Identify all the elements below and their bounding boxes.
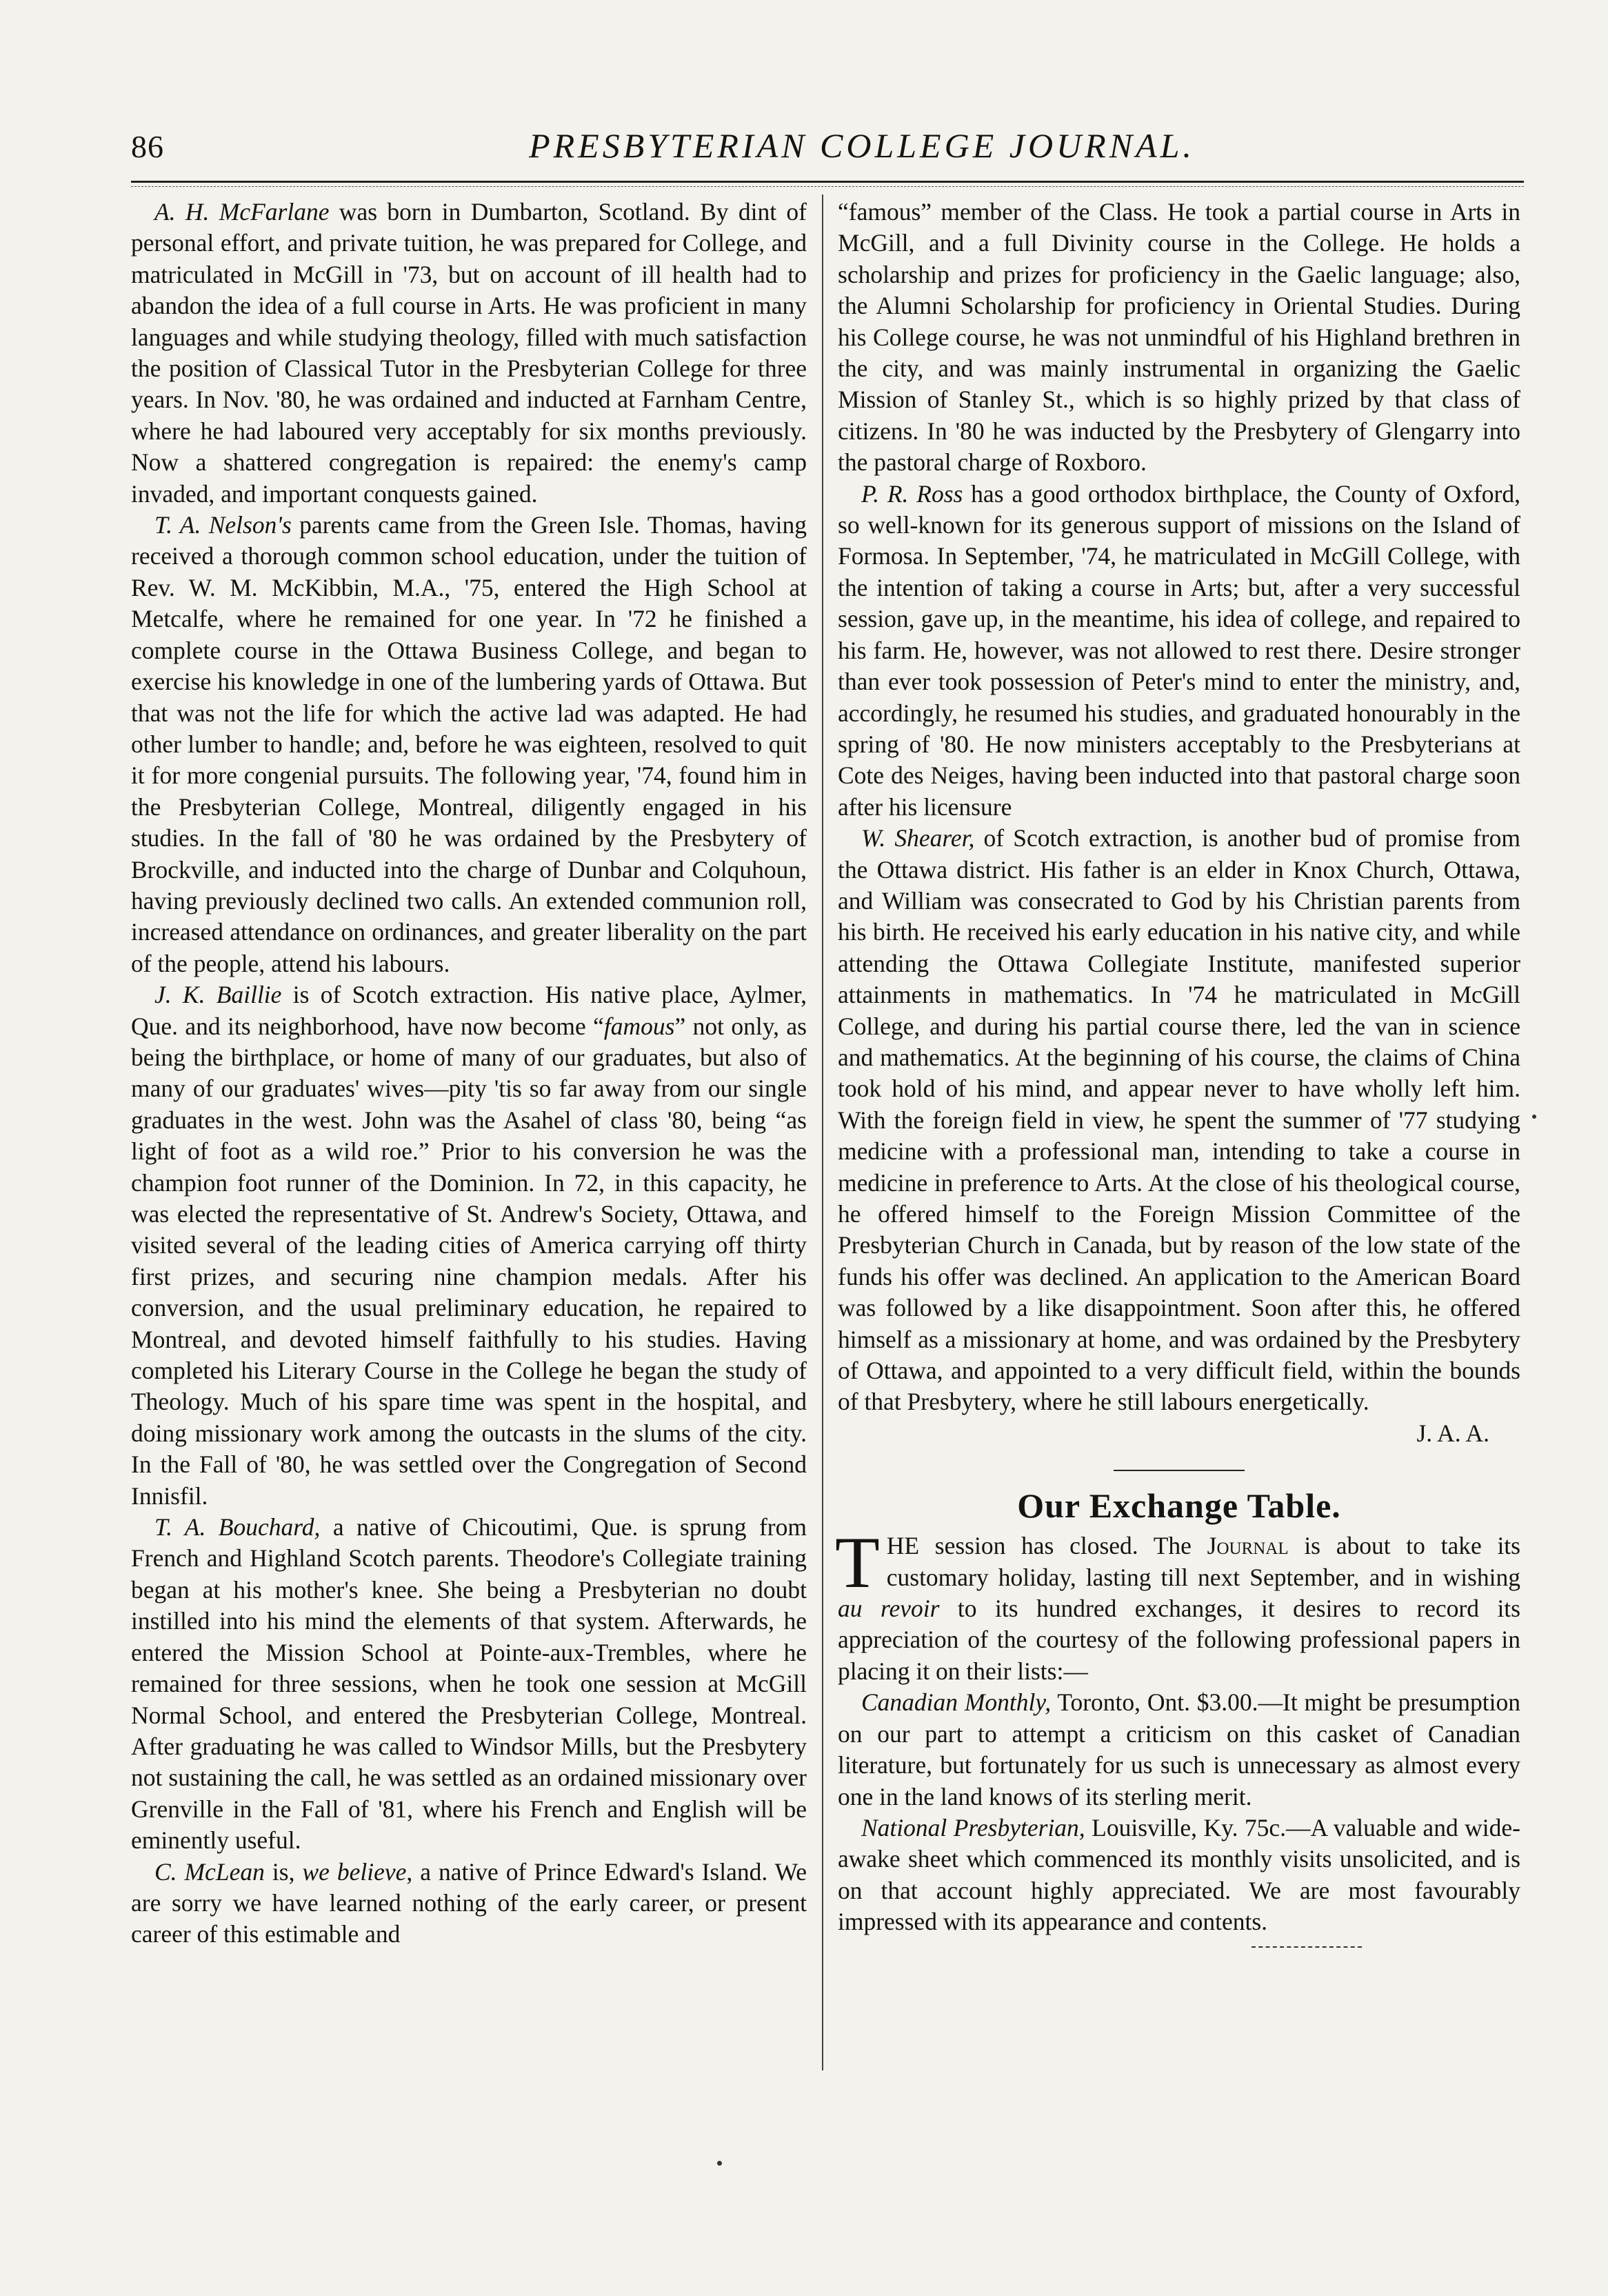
bio-name: C. McLean — [154, 1857, 265, 1886]
bio-shearer — [838, 823, 1520, 1418]
bio-name: A. H. McFarlane — [154, 198, 330, 226]
journal-smallcaps: Journal — [1207, 1532, 1289, 1560]
paper-name: National Presbyterian, — [861, 1813, 1085, 1841]
exchange-canadian-monthly — [838, 1687, 1520, 1813]
section-title: Our Exchange Table. — [1017, 1486, 1341, 1526]
bio-name: W. Shearer, — [861, 824, 975, 852]
bio-bouchard — [131, 1512, 807, 1856]
bio-text: ” not only, as being the birthplace, or home of many of our graduates, but also of many of our graduates' wives—pity 'tis so far away from our single graduates in the west. John was the Asahel of class '80, being “as light of foot as a wild roe.” Prior to his conversion he was the champion foot runner of the Dominion. In 72, in this capacity, he was elected the representative of St. Andrew's Society, Ottawa, and visited several of the leading cities of America carrying off thirty first prizes, and securing nine champion medals. After his conversion, and the usual preliminary education, he repaired to Montreal, and devoted himself faithfully to his studies. Having completed his Literary Course in the College he began the study of Theology. Much of his spare time was spent in the hospital, and doing missionary work among the outcasts in the slums of the city. In the Fall of '80, he was settled over the Congregation of Second Innisfil. — [131, 1012, 807, 1510]
exchange-intro — [835, 1522, 1520, 1687]
end-flourish — [1252, 1946, 1362, 1948]
bio-ross — [838, 479, 1520, 823]
print-speck — [1532, 1115, 1536, 1119]
bio-text: of Scotch extraction, is another bud of promise from the Ottawa district. His father is an elder in Knox Church, Ottawa, and William was consecrated to God by his Christian parents from his birth. He received his early education in his native city, and while attending the Ottawa Collegiate Institute, manifested superior attainments in mathematics. In '74 he matriculated in McGill College, and during his partial course there, led the van in science and mathematics. At the beginning of his course, the claims of China took hold of his mind, and appear never to have wholly left him. With the foreign field in view, he spent the summer of '77 studying medicine with a professional man, intending to take a course in medicine in preference to Arts. At the close of his theological course, he offered himself to the Foreign Mission Committee of the Presbyterian Church in Canada, but by reason of the low state of the funds his offer was declined. An application to the American Board was followed by a like disappointment. Soon after this, he offered himself as a missionary at home, and was ordained by the Presbytery of Ottawa, and appointed to a very difficult field, within the bounds of that Presbytery, where he still labours energetically. — [838, 824, 1520, 1416]
famous-italic: famous — [603, 1012, 675, 1040]
bio-text: is, — [264, 1857, 303, 1886]
bio-mclean-continued: “famous” member of the Class. He took a partial course in Arts in McGill, and a full Divinity course in the College. He holds a scholarship and prizes for proficiency in the Gaelic language; also, the Alumni Scholarship for proficiency in Oriental Studies. During his College course, he was not unmindful of his Highland brethren in the city, and was mainly instrumental in organizing the Gaelic Mission of Stanley St., which is so highly prized by that class of citizens. In '80 he was inducted by the Presbytery of Glengarry into the pastoral charge of Roxboro. — [838, 198, 1520, 477]
print-speck — [717, 2161, 722, 2166]
page-number: 86 — [131, 129, 164, 164]
bio-text: was born in Dumbarton, Scotland. By dint of personal effort, and private tuition, he was prepared for College, and matriculated in McGill in '73, but on account of ill health had to abandon the idea of a full course in Arts. He was proficient in many languages and while studying theology, filled with much satisfaction the position of Classical Tutor in the Presbyterian College for three years. In Nov. '80, he was ordained and inducted at Farnham Centre, where he had laboured very acceptably for six months previously. Now a shattered congregation is repaired: the enemy's camp invaded, and important conquests gained. — [131, 198, 807, 508]
header-rule-dashed — [131, 186, 1524, 187]
intro-text: HE session has closed. The — [886, 1532, 1207, 1560]
paper-text: Louisville, Ky. 75c.—A valuable and wide-awake sheet which commenced its monthly visits unsolicited, and is on that account highly appreciated. We are most favourably impressed with its appearance and contents. — [838, 1813, 1520, 1936]
exchange-national-presbyterian — [838, 1813, 1520, 1938]
section-rule — [1114, 1470, 1245, 1471]
left-column — [131, 197, 807, 1950]
bio-name: J. K. Baillie — [154, 981, 282, 1009]
bio-name: P. R. Ross — [861, 479, 963, 508]
intro-text: is about to take its customary holiday, lasting till next September, and in wishing — [886, 1532, 1520, 1591]
intro-text: to its hundred exchanges, it desires to record its appreciation of the courtesy of the following professional papers in placing it on their lists:— — [838, 1595, 1520, 1685]
signature: J. A. A. — [1416, 1419, 1489, 1447]
bio-text: parents came from the Green Isle. Thomas, having received a thorough common school education, under the tuition of Rev. W. M. McKibbin, M.A., '75, entered the High School at Metcalfe, where he remained for one year. In '72 he finished a complete course in the Ottawa Business College, and began to exercise his knowledge in one of the lumbering yards of Ottawa. But that was not the life for which the active lad was adapted. He had other lumber to handle; and, before he was eighteen, resolved to quit it for more congenial pursuits. The following year, '74, found him in the Presbyterian College, Montreal, diligently engaged in his studies. In the fall of '80 he was ordained by the Presbytery of Brockville, and inducted into the charge of Dunbar and Colquhoun, having previously declined two calls. An extended communion roll, increased attendance on ordinances, and greater liberality on the part of the people, attend his labours. — [131, 511, 807, 977]
paper-text: Toronto, Ont. $3.00.—It might be presumption on our part to attempt a criticism on this casket of Canadian literature, but fortunately for us such is unnecessary as almost every one in the land knows of its sterling merit. — [838, 1688, 1521, 1810]
bio-mcfarlane — [131, 197, 807, 510]
bio-text: , a native of Prince Edward's Island. We are sorry we have learned nothing of the early career, or present career of this estimable and — [131, 1857, 807, 1948]
bio-text: is of Scotch extraction. His native place, Aylmer, Que. and its neighborhood, have now become “ — [131, 981, 807, 1040]
running-title: PRESBYTERIAN COLLEGE JOURNAL. — [529, 126, 1195, 165]
bio-text: has a good orthodox birthplace, the County of Oxford, so well-known for its generous support of missions on the Island of Formosa. In September, '74, he matriculated in McGill College, with the intention of taking a course in Arts; but, after a very successful session, gave up, in the meantime, his idea of college, and repaired to his farm. He, however, was not allowed to rest there. Desire stronger than ever took possession of Peter's mind to enter the ministry, and, accordingly, he resumed his studies, and graduated honourably in the spring of '80. He now ministers acceptably to the Presbyterians at Cote des Neiges, having been inducted into that pastoral charge soon after his licensure — [838, 479, 1520, 821]
bio-mclean — [131, 1857, 807, 1950]
header-rule — [131, 181, 1524, 183]
column-divider — [822, 194, 823, 2070]
right-column — [835, 197, 1521, 1948]
bio-name: T. A. Bouchard, — [154, 1513, 321, 1541]
drop-cap: T — [835, 1522, 880, 1604]
bio-baillie — [131, 979, 807, 1512]
bio-nelson — [131, 510, 807, 979]
we-believe-italic: we believe — [302, 1857, 407, 1886]
au-revoir-italic: au revoir — [838, 1595, 940, 1623]
bio-text: a native of Chicoutimi, Que. is sprung from French and Highland Scotch parents. Theodore's Collegiate training began at his mother's knee. She being a Presbyterian no doubt instilled into his mind the elements of that system. Afterwards, he entered the Mission School at Pointe-aux-Trembles, where he remained for three sessions, when he took one session at McGill Normal School, and entered the Presbyterian College, Montreal. After graduating he was called to Windsor Mills, but the Presbytery not sustaining the call, he was settled as an ordained missionary over Grenville in the Fall of '81, where his French and English will be eminently useful. — [131, 1513, 807, 1855]
paper-name: Canadian Monthly, — [861, 1688, 1052, 1717]
bio-name: T. A. Nelson's — [154, 511, 292, 539]
